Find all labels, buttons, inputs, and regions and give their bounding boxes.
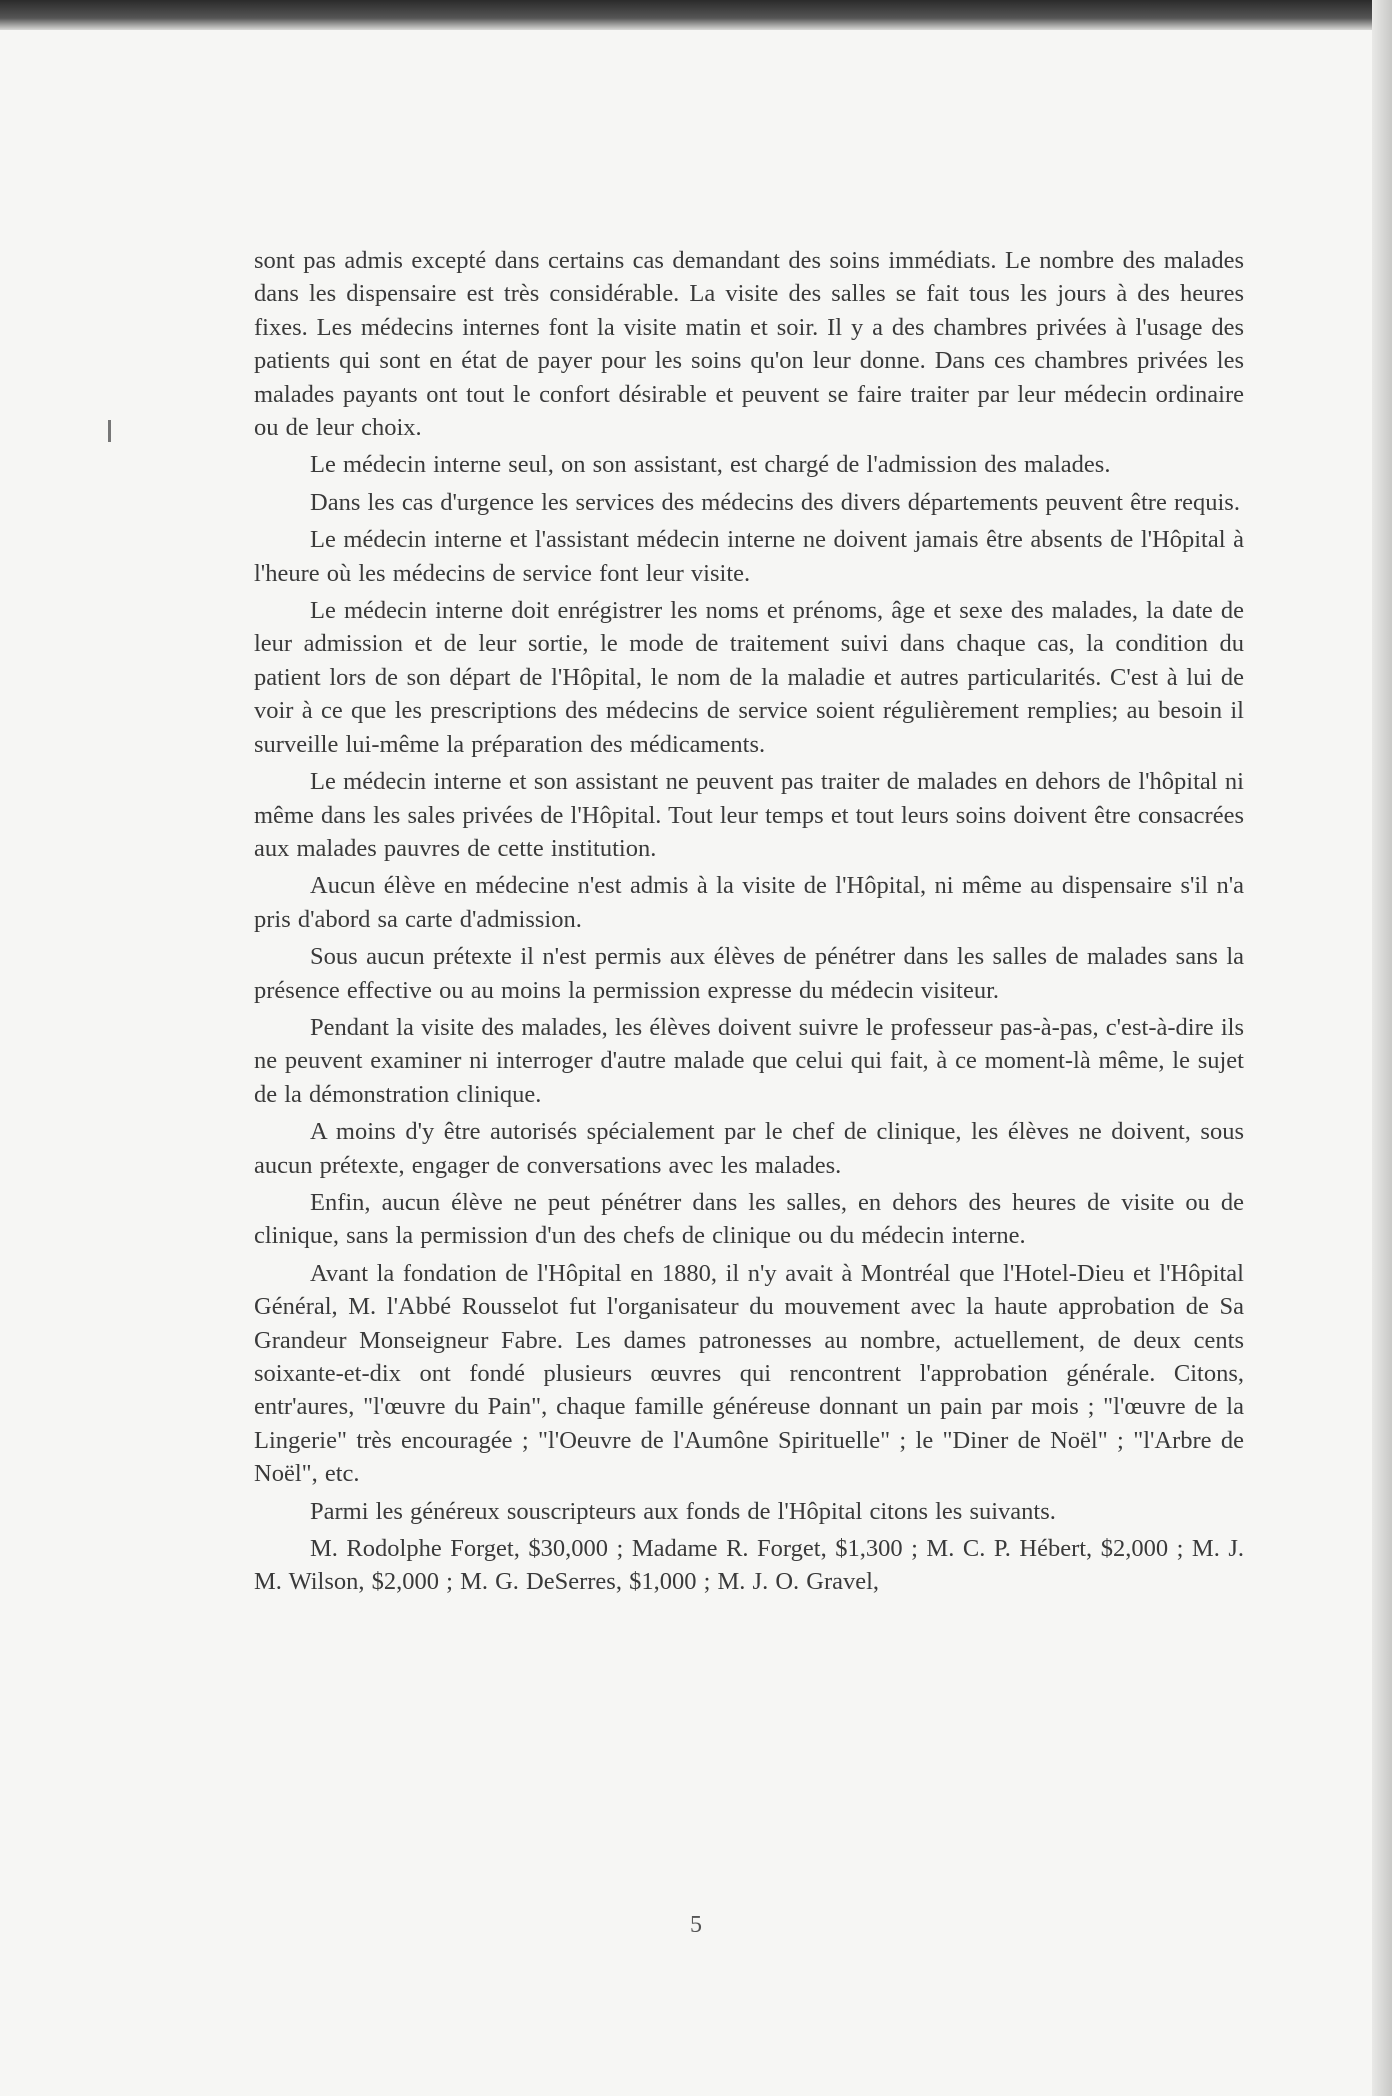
paragraph: Aucun élève en médecine n'est admis à la visite de l'Hôpital, ni même au dispensaire s'il n'a pris d'abord sa carte d'admission.: [254, 872, 1244, 933]
paragraph: M. Rodolphe Forget, $30,000 ; Madame R. Forget, $1,300 ; M. C. P. Hébert, $2,000 ; M. J. M. Wilson, $2,000 ; M. G. DeSerres, $1,000 ; M. J. O. Gravel,: [254, 1535, 1244, 1596]
paragraph: Sous aucun prétexte il n'est permis aux élèves de pénétrer dans les salles de malades sans la présence effective ou au moins la permission expresse du médecin visiteur.: [254, 943, 1244, 1004]
paragraph: Pendant la visite des malades, les élèves doivent suivre le professeur pas-à-pas, c'est-à-dire ils ne peuvent examiner ni interroger d'autre malade que celui qui fait, à ce moment-là même, le sujet de la démonstration clinique.: [254, 1013, 1244, 1108]
paragraph: Le médecin interne seul, on son assistant, est chargé de l'admission des malades.: [310, 451, 1111, 479]
paragraph: Enfin, aucun élève ne peut pénétrer dans les salles, en dehors des heures de visite ou de clinique, sans la permission d'un des chefs de clinique ou du médecin interne.: [254, 1188, 1244, 1250]
paragraph: Le médecin interne et l'assistant médecin interne ne doivent jamais être absents de l'Hôpital à l'heure où les médecins de service font leur visite.: [254, 526, 1244, 587]
body-text: [254, 244, 1244, 1603]
paragraph: Avant la fondation de l'Hôpital en 1880, il n'y avait à Montréal que l'Hotel-Dieu et l'Hôpital Général, M. l'Abbé Rousselot fut l'organisateur du mouvement avec la haute approbation de Sa Grandeur Monseigneur Fabre. Les dames patronesses au nombre, actuellement, de deux cents soixante-et-dix ont fondé plusieurs œuvres qui rencontrent l'approbation générale. Citons, entr'aures, "l'œuvre du Pain", chaque famille généreuse donnant un pain par mois ; "l'œuvre de la Lingerie" très encouragée ; "l'Oeuvre de l'Aumône Spirituelle" ; le "Diner de Noël" ; "l'Arbre de Noël", etc.: [254, 1259, 1244, 1488]
scan-right-edge: [1372, 0, 1392, 2096]
paragraph: sont pas admis excepté dans certains cas demandant des soins immédiats. Le nombre des malades dans les dispensaire est très considérable. La visite des salles se fait tous les jours à des heures fixes. Les médecins internes font la visite matin et soir. Il y a des chambres privées à l'usage des patients qui sont en état de payer pour les soins qu'on leur donne. Dans ces chambres privées les malades payants ont tout le confort désirable et peuvent se faire traiter par leur médecin ordinaire ou de leur choix.: [254, 247, 1244, 442]
paragraph: Parmi les généreux souscripteurs aux fonds de l'Hôpital citons les suivants.: [310, 1497, 1056, 1525]
paragraph: Le médecin interne et son assistant ne peuvent pas traiter de malades en dehors de l'hôpital ni même dans les sales privées de l'Hôpital. Tout leur temps et tout leurs soins doivent être consacrées aux malades pauvres de cette institution.: [254, 768, 1244, 862]
paragraph: Le médecin interne doit enrégistrer les noms et prénoms, âge et sexe des malades, la date de leur admission et de leur sortie, le mode de traitement suivi dans chaque cas, la condition du patient lors de son départ de l'Hôpital, le nom de la maladie et autres particularités. C'est à lui de voir à ce que les prescriptions des médecins de service soient régulièrement remplies; au besoin il surveille lui-même la préparation des médicaments.: [254, 597, 1244, 758]
scan-top-edge: [0, 0, 1392, 30]
page-number: 5: [690, 1912, 702, 1938]
paragraph: A moins d'y être autorisés spécialement par le chef de clinique, les élèves ne doivent, sous aucun prétexte, engager de conversations avec les malades.: [254, 1118, 1244, 1179]
margin-mark: [108, 420, 111, 442]
paragraph: Dans les cas d'urgence les services des médecins des divers départements peuvent être requis.: [310, 488, 1240, 516]
